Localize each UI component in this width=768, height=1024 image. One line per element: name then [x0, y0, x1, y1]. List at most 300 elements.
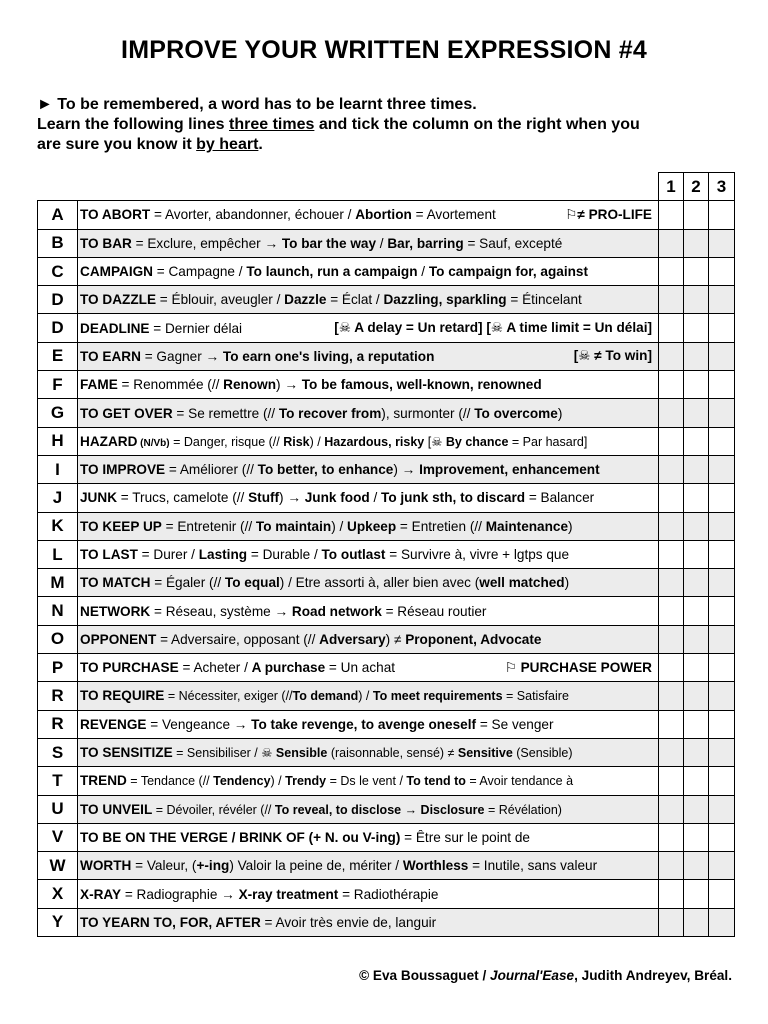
row-entry: [78, 795, 659, 823]
row-entry: [78, 710, 659, 738]
entry-text: [80, 547, 658, 562]
tick-box-1[interactable]: [659, 597, 684, 625]
tick-box-1[interactable]: [659, 484, 684, 512]
tick-box-3[interactable]: [709, 257, 735, 285]
tick-box-3[interactable]: [709, 512, 735, 540]
tick-box-1[interactable]: [659, 427, 684, 455]
table-row: [38, 569, 735, 597]
copyright-footer: [359, 968, 732, 983]
entry-term: well matched: [479, 575, 565, 591]
row-entry: [78, 682, 659, 710]
entry-text: [80, 858, 658, 873]
entry-term: TO MATCH: [80, 575, 151, 591]
column-header-3: 3: [709, 173, 735, 201]
tick-box-3[interactable]: [709, 682, 735, 710]
entry-side-note: ⚐ PURCHASE POWER: [504, 659, 652, 675]
tick-box-3[interactable]: [709, 201, 735, 229]
entry-term: Adversary: [319, 631, 386, 647]
entry-term: Worthless: [402, 858, 469, 874]
entry-term: To reveal, to disclose: [274, 802, 402, 817]
row-letter: I: [38, 455, 78, 483]
entry-term: Sensible: [275, 746, 328, 761]
entry-definition: = Éclat /: [326, 292, 384, 308]
tick-box-2[interactable]: [684, 342, 709, 370]
entry-term: Hazardous, risky: [324, 434, 425, 449]
entry-definition: = Vengeance →: [146, 716, 252, 732]
row-entry: [78, 767, 659, 795]
entry-definition: = Valeur, (: [131, 858, 197, 874]
intro-line-1: ► To be remembered, a word has to be learnt three times.: [37, 96, 477, 113]
entry-definition: = Durer /: [137, 547, 199, 562]
tick-box-1[interactable]: [659, 512, 684, 540]
row-entry: [78, 314, 659, 342]
tick-box-2[interactable]: [684, 371, 709, 399]
entry-term: To tend to: [406, 774, 466, 789]
table-row: [38, 455, 735, 483]
entry-text: [80, 915, 658, 930]
entry-term: To equal: [224, 575, 280, 591]
tick-box-2[interactable]: [684, 314, 709, 342]
entry-side-note: [☠ ≠ To win]: [573, 348, 652, 364]
tick-box-2[interactable]: [684, 455, 709, 483]
table-row: [38, 371, 735, 399]
entry-term: Disclosure: [420, 802, 485, 817]
entry-term: To meet requirements: [372, 689, 503, 704]
entry-definition: = Survivre à, vivre + lgtps que: [385, 547, 570, 562]
tick-box-1[interactable]: [659, 229, 684, 257]
tick-box-2[interactable]: [684, 484, 709, 512]
tick-box-1[interactable]: [659, 738, 684, 766]
entry-term: To launch, run a campaign: [246, 264, 418, 280]
entry-term: OPPONENT: [80, 631, 157, 647]
row-letter: H: [38, 427, 78, 455]
entry-definition: (Sensible): [512, 746, 573, 761]
entry-term: Renown: [223, 377, 277, 393]
tick-box-1[interactable]: [659, 540, 684, 568]
tick-box-1[interactable]: [659, 625, 684, 653]
tick-box-1[interactable]: [659, 767, 684, 795]
entry-term: To junk sth, to discard: [381, 490, 526, 506]
entry-definition: ) Valoir la peine de, mériter /: [229, 858, 403, 874]
tick-box-1[interactable]: [659, 823, 684, 851]
tick-box-2[interactable]: [684, 229, 709, 257]
footer-book-title: Journal'Ease: [490, 968, 575, 983]
entry-definition: = Avoir très envie de, languir: [260, 914, 437, 930]
entry-term: TO UNVEIL: [80, 801, 153, 817]
tick-box-2[interactable]: [684, 257, 709, 285]
tick-box-2[interactable]: [684, 427, 709, 455]
entry-definition: [☠: [424, 434, 446, 449]
entry-definition: (N/Vb): [137, 437, 170, 449]
table-row: [38, 795, 735, 823]
entry-definition: /: [376, 235, 388, 251]
entry-term: X-ray treatment: [238, 886, 339, 902]
intro-line-3-b: .: [258, 136, 263, 153]
header-spacer: [38, 173, 78, 201]
entry-definition: = Renommée (//: [117, 377, 224, 393]
row-letter: U: [38, 795, 78, 823]
tick-box-2[interactable]: [684, 512, 709, 540]
row-letter: L: [38, 540, 78, 568]
row-entry: [78, 512, 659, 540]
entry-definition: = Adversaire, opposant (//: [156, 631, 320, 647]
tick-box-1[interactable]: [659, 201, 684, 229]
entry-definition: = Avoir tendance à: [465, 774, 574, 789]
entry-definition: ) /: [358, 689, 373, 704]
entry-term: Risk: [283, 434, 310, 449]
table-row: [38, 625, 735, 653]
entry-text: [80, 632, 658, 647]
entry-term: TO LAST: [80, 547, 138, 562]
entry-definition: ) /: [309, 434, 325, 449]
tick-box-2[interactable]: [684, 710, 709, 738]
entry-definition: = Éblouir, aveugler /: [156, 292, 285, 308]
entry-text: [80, 802, 658, 817]
entry-text: [80, 830, 658, 845]
entry-term: Maintenance: [485, 518, 569, 534]
entry-term: To be famous, well-known, renowned: [301, 377, 542, 393]
row-entry: [78, 257, 659, 285]
tick-box-2[interactable]: [684, 286, 709, 314]
entry-term: JUNK: [80, 490, 118, 506]
row-entry: [78, 371, 659, 399]
entry-text: [80, 688, 658, 703]
entry-text: [80, 349, 658, 364]
column-header-2: 2: [684, 173, 709, 201]
entry-definition: = Révélation): [484, 802, 562, 817]
tick-box-1[interactable]: [659, 399, 684, 427]
entry-text: [80, 745, 658, 760]
row-entry: [78, 823, 659, 851]
entry-term: By chance: [445, 434, 509, 449]
tick-box-2[interactable]: [684, 880, 709, 908]
entry-definition: = Tendance (//: [126, 774, 214, 789]
tick-box-3[interactable]: [709, 795, 735, 823]
intro-line-3-a: are sure you know it: [37, 136, 197, 153]
table-row: [38, 597, 735, 625]
entry-definition: = Radiographie →: [121, 886, 239, 902]
tick-box-3[interactable]: [709, 654, 735, 682]
tick-box-3[interactable]: [709, 342, 735, 370]
entry-term: CAMPAIGN: [80, 264, 153, 280]
entry-term: TO DAZZLE: [80, 292, 157, 308]
table-row: [38, 342, 735, 370]
tick-box-1[interactable]: [659, 852, 684, 880]
entry-definition: = Avorter, abandonner, échouer /: [150, 207, 356, 223]
entry-definition: = Campagne /: [153, 264, 247, 280]
entry-text: [80, 773, 658, 788]
row-letter: T: [38, 767, 78, 795]
row-letter: Y: [38, 908, 78, 936]
table-row: [38, 286, 735, 314]
tick-box-1[interactable]: [659, 908, 684, 936]
entry-text: [80, 462, 658, 477]
entry-term: Trendy: [285, 774, 327, 789]
intro-text: [37, 95, 737, 155]
entry-definition: ) /: [270, 774, 286, 789]
entry-term: TO EARN: [80, 348, 141, 364]
tick-box-2[interactable]: [684, 767, 709, 795]
entry-text: [80, 406, 658, 421]
entry-term: TO ABORT: [80, 207, 151, 223]
tick-box-3[interactable]: [709, 710, 735, 738]
row-entry: [78, 427, 659, 455]
intro-emphasis-by-heart: by heart: [196, 136, 259, 153]
entry-definition: = Radiothérapie: [338, 886, 439, 902]
entry-term: To bar the way: [281, 235, 377, 251]
table-row: [38, 229, 735, 257]
entry-definition: = Entretien (//: [396, 518, 486, 534]
entry-text: [80, 717, 658, 732]
tick-box-1[interactable]: [659, 257, 684, 285]
tick-box-3[interactable]: [709, 767, 735, 795]
entry-definition: = Acheter /: [178, 660, 252, 676]
row-letter: G: [38, 399, 78, 427]
entry-definition: = Balancer: [525, 490, 595, 506]
entry-term: Upkeep: [347, 518, 397, 534]
row-entry: [78, 908, 659, 936]
row-letter: O: [38, 625, 78, 653]
row-entry: [78, 342, 659, 370]
intro-line-3: [37, 135, 737, 155]
row-entry: [78, 201, 659, 229]
tick-box-1[interactable]: [659, 654, 684, 682]
tick-box-2[interactable]: [684, 738, 709, 766]
table-row: [38, 682, 735, 710]
tick-box-3[interactable]: [709, 738, 735, 766]
entry-definition: = Se venger: [476, 716, 554, 732]
entry-definition: ) →: [276, 377, 302, 393]
entry-term: FAME: [80, 377, 118, 393]
entry-definition: = Sensibiliser / ☠: [172, 746, 276, 761]
table-row: [38, 512, 735, 540]
tick-box-2[interactable]: [684, 852, 709, 880]
table-row: [38, 484, 735, 512]
entry-term: To better, to enhance: [257, 462, 394, 478]
entry-term: To maintain: [255, 518, 332, 534]
entry-term: Road network: [291, 603, 382, 619]
entry-definition: (raisonnable, sensé) ≠: [327, 746, 458, 761]
entry-text: [80, 519, 658, 534]
tick-box-3[interactable]: [709, 852, 735, 880]
tick-box-1[interactable]: [659, 569, 684, 597]
row-letter: A: [38, 201, 78, 229]
entry-term: To overcome: [474, 405, 558, 421]
entry-term: NETWORK: [80, 603, 151, 619]
entry-definition: = Danger, risque (//: [169, 434, 284, 449]
tick-box-3[interactable]: [709, 597, 735, 625]
entry-definition: = Inutile, sans valeur: [468, 858, 598, 874]
tick-box-2[interactable]: [684, 682, 709, 710]
tick-box-3[interactable]: [709, 569, 735, 597]
entry-term: To demand: [292, 689, 359, 704]
tick-box-3[interactable]: [709, 371, 735, 399]
tick-box-3[interactable]: [709, 908, 735, 936]
entry-text: [80, 604, 658, 619]
tick-box-2[interactable]: [684, 597, 709, 625]
entry-term: TO GET OVER: [80, 405, 173, 421]
entry-term: TO KEEP UP: [80, 518, 162, 534]
table-row: [38, 908, 735, 936]
entry-definition: = Exclure, empêcher →: [131, 235, 282, 251]
table-row: [38, 823, 735, 851]
tick-box-2[interactable]: [684, 625, 709, 653]
entry-definition: = Réseau, système →: [150, 603, 292, 619]
entry-term: TREND: [80, 773, 127, 789]
table-row: [38, 767, 735, 795]
row-entry: [78, 455, 659, 483]
tick-box-3[interactable]: [709, 823, 735, 851]
row-letter: K: [38, 512, 78, 540]
table-row: [38, 201, 735, 229]
tick-box-2[interactable]: [684, 654, 709, 682]
intro-line-2-a: Learn the following lines: [37, 116, 230, 133]
table-row: [38, 852, 735, 880]
entry-term: To campaign for, against: [428, 264, 588, 280]
entry-definition: ): [568, 518, 573, 534]
row-letter: B: [38, 229, 78, 257]
entry-term: TO BE ON THE VERGE / BRINK OF (+ N. ou V-ing): [80, 829, 401, 845]
entry-term: Dazzling, sparkling: [383, 292, 507, 308]
tick-box-1[interactable]: [659, 795, 684, 823]
entry-term: TO PURCHASE: [80, 660, 179, 676]
entry-definition: /: [417, 264, 429, 280]
row-entry: [78, 654, 659, 682]
row-letter: N: [38, 597, 78, 625]
tick-box-2[interactable]: [684, 795, 709, 823]
header-spacer: [78, 173, 659, 201]
row-entry: [78, 597, 659, 625]
entry-definition: →: [401, 802, 421, 817]
entry-term: TO BAR: [80, 235, 132, 251]
tick-box-1[interactable]: [659, 880, 684, 908]
tick-box-3[interactable]: [709, 399, 735, 427]
entry-definition: = Trucs, camelote (//: [117, 490, 249, 506]
row-letter: D: [38, 286, 78, 314]
entry-definition: ) /: [331, 518, 348, 534]
tick-box-2[interactable]: [684, 823, 709, 851]
intro-line-2: [37, 115, 737, 135]
table-row: [38, 399, 735, 427]
entry-term: To recover from: [278, 405, 382, 421]
entry-term: Stuff: [248, 490, 280, 506]
vocabulary-table: [37, 172, 735, 937]
entry-text: [80, 377, 658, 392]
entry-term: Sensitive: [457, 746, 513, 761]
entry-term: Improvement, enhancement: [419, 462, 600, 478]
row-entry: [78, 540, 659, 568]
tick-box-1[interactable]: [659, 314, 684, 342]
entry-definition: = Sauf, excepté: [463, 235, 563, 251]
entry-term: TO REQUIRE: [80, 688, 165, 704]
entry-term: TO SENSITIZE: [80, 745, 173, 761]
tick-box-3[interactable]: [709, 286, 735, 314]
footer-publisher: , Judith Andreyev, Bréal.: [574, 968, 732, 983]
entry-text: [80, 490, 658, 505]
entry-definition: = Réseau routier: [381, 603, 487, 619]
entry-definition: = Égaler (//: [150, 575, 225, 591]
entry-definition: = Avortement: [411, 207, 496, 223]
row-letter: P: [38, 654, 78, 682]
row-entry: [78, 229, 659, 257]
entry-term: REVENGE: [80, 716, 147, 732]
tick-box-3[interactable]: [709, 455, 735, 483]
entry-text: [80, 887, 658, 902]
row-letter: J: [38, 484, 78, 512]
entry-definition: = Satisfaire: [502, 689, 569, 704]
entry-definition: = Améliorer (//: [165, 462, 258, 478]
entry-term: To earn one's living, a reputation: [222, 348, 435, 364]
table-row: [38, 710, 735, 738]
entry-side-note: [☠ A delay = Un retard] [☠ A time limit = Un délai]: [334, 320, 652, 336]
row-letter: F: [38, 371, 78, 399]
table-row: [38, 314, 735, 342]
tick-box-3[interactable]: [709, 314, 735, 342]
intro-line-2-b: and tick the column on the right when you: [314, 116, 640, 133]
tick-box-3[interactable]: [709, 427, 735, 455]
tick-box-1[interactable]: [659, 342, 684, 370]
entry-term: Lasting: [198, 547, 248, 562]
tick-box-2[interactable]: [684, 908, 709, 936]
entry-term: HAZARD: [80, 433, 138, 449]
table-header-row: [38, 173, 735, 201]
entry-definition: ) ≠: [385, 631, 406, 647]
tick-box-1[interactable]: [659, 682, 684, 710]
entry-term: To outlast: [321, 547, 386, 562]
row-letter: M: [38, 569, 78, 597]
entry-definition: = Être sur le point de: [400, 829, 530, 845]
row-letter: S: [38, 738, 78, 766]
tick-box-1[interactable]: [659, 455, 684, 483]
tick-box-1[interactable]: [659, 286, 684, 314]
tick-box-1[interactable]: [659, 710, 684, 738]
row-entry: [78, 286, 659, 314]
entry-term: Bar, barring: [387, 235, 464, 251]
entry-definition: = Par hasard]: [508, 434, 588, 449]
row-entry: [78, 880, 659, 908]
table-row: [38, 738, 735, 766]
tick-box-2[interactable]: [684, 399, 709, 427]
entry-definition: ): [564, 575, 570, 591]
entry-text: [80, 434, 658, 449]
tick-box-2[interactable]: [684, 540, 709, 568]
tick-box-2[interactable]: [684, 201, 709, 229]
entry-term: Proponent, Advocate: [405, 631, 542, 647]
table-row: [38, 540, 735, 568]
tick-box-3[interactable]: [709, 880, 735, 908]
entry-definition: = Ds le vent /: [326, 774, 407, 789]
row-letter: R: [38, 710, 78, 738]
entry-term: To take revenge, to avenge oneself: [251, 716, 477, 732]
tick-box-1[interactable]: [659, 371, 684, 399]
row-entry: [78, 569, 659, 597]
table-row: [38, 654, 735, 682]
tick-box-3[interactable]: [709, 625, 735, 653]
row-letter: D: [38, 314, 78, 342]
entry-term: TO YEARN TO, FOR, AFTER: [80, 914, 261, 930]
tick-box-3[interactable]: [709, 540, 735, 568]
tick-box-2[interactable]: [684, 569, 709, 597]
tick-box-3[interactable]: [709, 229, 735, 257]
tick-box-3[interactable]: [709, 484, 735, 512]
row-letter: E: [38, 342, 78, 370]
entry-definition: = Entretenir (//: [161, 518, 256, 534]
entry-definition: ) / Etre assorti à, aller bien avec (: [279, 575, 480, 591]
entry-term: DEADLINE: [80, 320, 150, 336]
table-row: [38, 257, 735, 285]
entry-definition: = Dernier délai: [149, 320, 243, 336]
entry-term: A purchase: [251, 660, 326, 676]
